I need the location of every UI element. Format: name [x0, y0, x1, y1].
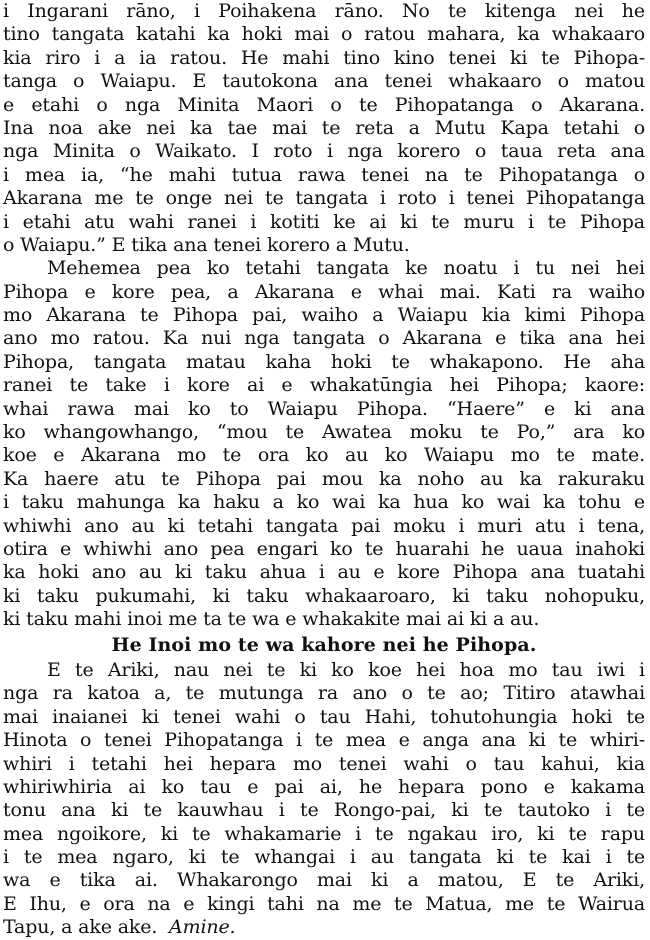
text-line: ko whangowhango, “mou te Awatea moku te Po,” ara ko [3, 421, 645, 444]
amen-word: Amine. [169, 916, 236, 939]
text-line: mea ngoikore, ki te whakamarie i te ngakau iro, ki te rapu [3, 822, 645, 845]
text-line: Ina noa ake nei ka tae mai te reta a Mutu Kapa tetahi o [3, 116, 645, 139]
text-line: i te mea ngaro, ki te whangai i au tangata ki te kai i te [3, 846, 645, 869]
text-line: whiri i tetahi hei hepara mo tenei wahi o tau kahui, kia [3, 752, 645, 775]
text-line: Pihopa, tangata matau kaha hoki te whakapono. He aha [3, 350, 645, 373]
text-line: nga ra katoa a, te mutunga ra ano o te ao; Titiro atawhai [3, 682, 645, 705]
text-line: E Ihu, e ora na e kingi tahi na me te Matua, me te Wairua [3, 892, 645, 915]
text-line: ka hoki ano au ki taku ahua i au e kore Pihopa ana tuatahi [3, 561, 645, 584]
text-line: ranei te take i kore ai e whakatūngia hei Pihopa; kaore: [3, 374, 645, 397]
text-line: tino tangata katahi ka hoki mai o ratou mahara, ka whakaaro [3, 23, 645, 46]
paragraph [3, 257, 645, 631]
text-line: ano mo ratou. Ka nui nga tangata o Akarana e tika ana hei [3, 327, 645, 350]
text-line: i mea ia, “he mahi tutua rawa tenei na te Pihopatanga o [3, 163, 645, 186]
section-heading: He Inoi mo te wa kahore nei he Pihopa. [111, 633, 537, 656]
text-line: i taku mahunga ka haku a ko wai ka hua ko wai ka tohu e [3, 491, 645, 514]
text-line: ki taku pukumahi, ki taku whakaaroaro, ki taku nohopuku, [3, 584, 645, 607]
text-line: koe e Akarana mo te ora ko au ko Waiapu mo te mate. [3, 444, 645, 467]
text-line: mai inaianei ki tenei wahi o tau Hahi, tohutohungia hoki te [3, 705, 645, 728]
text-line: Ka haere atu te Pihopa pai mou ka noho au ka rakuraku [3, 467, 645, 490]
document-page [3, 0, 645, 940]
paragraph [3, 659, 645, 940]
text-line: otira e whiwhi ano pea engari ko te huarahi he uaua inahoki [3, 537, 645, 560]
text-line: wa e tika ai. Whakarongo mai ki a matou, E te Ariki, [3, 869, 645, 892]
text-line: Akarana me te onge nei te tangata i roto i tenei Pihopatanga [3, 187, 645, 210]
text-line: i Ingarani rāno, i Poihakena rāno. No te kitenga nei he [3, 0, 645, 22]
text-line-last [3, 916, 645, 939]
paragraph [3, 0, 645, 257]
text-line: whiwhi ano au ki tetahi tangata pai moku i muri atu i tena, [3, 514, 645, 537]
text-line-first: Mehemea pea ko tetahi tangata ke noatu i tu nei hei [47, 257, 645, 280]
text-line: Pihopa e kore pea, a Akarana e whai mai. Kati ra waiho [3, 280, 645, 303]
text-line: kia riro i a ia ratou. He mahi tino kino tenei ki te Pihopa- [3, 46, 645, 69]
text-line-last: o Waiapu.” E tika ana tenei korero a Mutu. [3, 233, 410, 256]
text-line: mo Akarana te Pihopa pai, waiho a Waiapu kia kimi Pihopa [3, 304, 645, 327]
text-line: e etahi o nga Minita Maori o te Pihopatanga o Akarana. [3, 93, 645, 116]
text-line: whiriwhiria ai ko tau e pai ai, he hepara pono e kakama [3, 775, 645, 798]
text-line: tonu ana ki te kauwhau i te Rongo-pai, ki te tautoko i te [3, 799, 645, 822]
text-line-first: E te Ariki, nau nei te ki ko koe hei hoa mo tau iwi i [47, 658, 645, 681]
text-line: tanga o Waiapu. E tautokona ana tenei whakaaro o matou [3, 70, 645, 93]
closing-text: Tapu, a ake ake. [3, 916, 158, 939]
text-line: Hinota o tenei Pihopatanga i te mea e anga ana ki te whiri- [3, 729, 645, 752]
text-line-last: ki taku mahi inoi me ta te wa e whakakite mai ai ki a au. [3, 608, 540, 631]
text-line: i etahi atu wahi ranei i kotiti ke ai ki te muru i te Pihopa [3, 210, 645, 233]
text-line: nga Minita o Waikato. I roto i nga korero o taua reta ana [3, 140, 645, 163]
text-line: whai rawa mai ko to Waiapu Pihopa. “Haere” e ki ana [3, 397, 645, 420]
